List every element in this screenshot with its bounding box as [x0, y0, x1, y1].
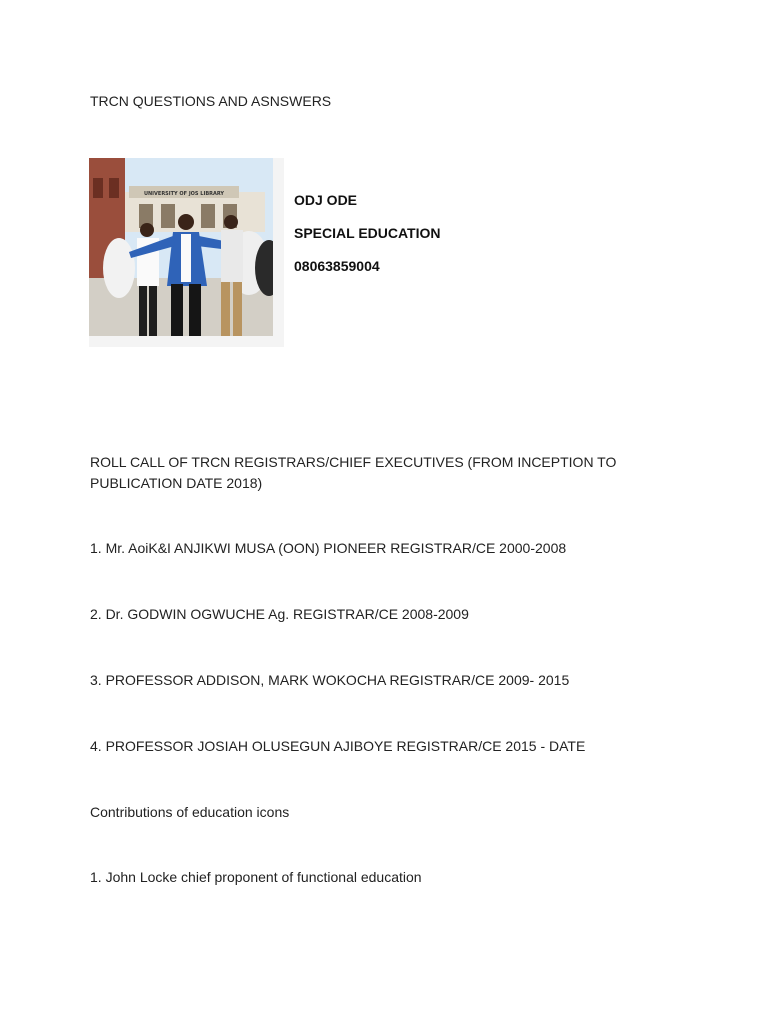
roll-call-heading: ROLL CALL OF TRCN REGISTRARS/CHIEF EXECUTIVES (FROM INCEPTION TO PUBLICATION DATE 2018) [90, 454, 617, 491]
document-title: TRCN QUESTIONS AND ASNSWERS [90, 93, 332, 109]
roll-call-item-3: 3. PROFESSOR ADDISON, MARK WOKOCHA REGISTRAR/CE 2009- 2015 [90, 672, 570, 688]
photo-sign-text: UNIVERSITY OF JOS LIBRARY [143, 191, 225, 197]
author-phone: 08063859004 [294, 258, 380, 274]
roll-call-item-4: 4. PROFESSOR JOSIAH OLUSEGUN AJIBOYE REGISTRAR/CE 2015 - DATE [90, 738, 586, 754]
roll-call-item-1: 1. Mr. AoiK&I ANJIKWI MUSA (OON) PIONEER REGISTRAR/CE 2000-2008 [90, 540, 567, 556]
roll-call-item-2: 2. Dr. GODWIN OGWUCHE Ag. REGISTRAR/CE 2008-2009 [90, 606, 469, 622]
author-name: ODJ ODE [294, 192, 358, 208]
author-photo [89, 158, 284, 347]
contributions-item-1: 1. John Locke chief proponent of functional education [90, 869, 422, 885]
contributions-heading: Contributions of education icons [90, 804, 290, 820]
author-department: SPECIAL EDUCATION [294, 225, 441, 241]
